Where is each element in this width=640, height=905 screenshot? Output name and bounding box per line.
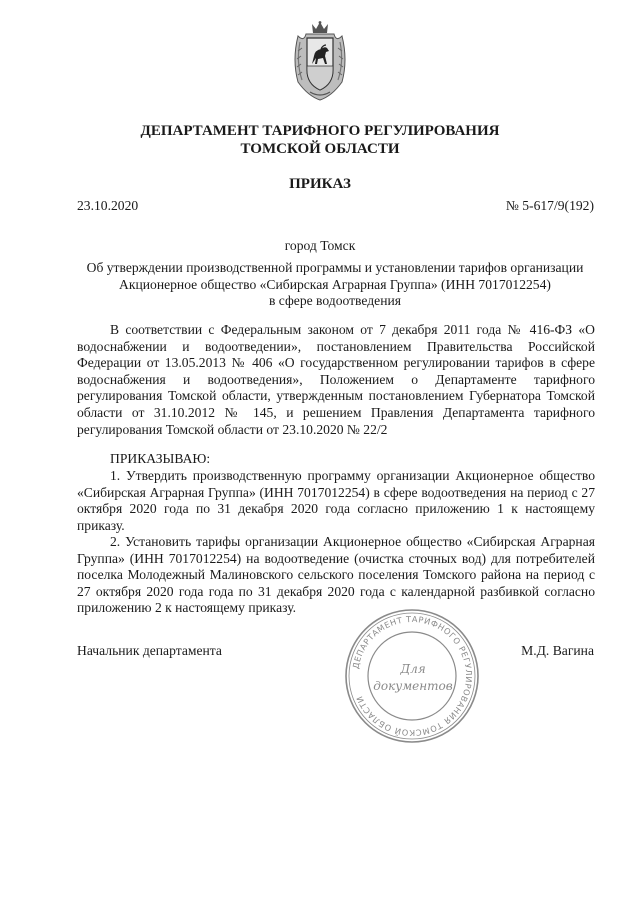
orders-heading: ПРИКАЗЫВАЮ: bbox=[110, 451, 211, 466]
subject-line: Об утверждении производственной программы и установлении тарифов организации bbox=[86, 260, 584, 275]
document-type: ПРИКАЗ bbox=[289, 176, 351, 192]
order-item-text: 1. Утвердить производственную программу организации Акционерное общество «Сибирская Аграрная Группа» (ИНН 7017012254) в сфере водоотведения на период с 27 октября 2020 года по 31 декабря 2020 года согласно приложению 1 к настоящему приказу. bbox=[77, 468, 595, 533]
organization-name-line2: ТОМСКОЙ ОБЛАСТИ bbox=[240, 141, 400, 157]
order-date: 23.10.2020 bbox=[77, 198, 139, 213]
order-item-2 bbox=[77, 534, 595, 617]
signatory-name: М.Д. Вагина bbox=[521, 643, 594, 658]
preamble-paragraph bbox=[77, 322, 595, 438]
organization-name-line1: ДЕПАРТАМЕНТ ТАРИФНОГО РЕГУЛИРОВАНИЯ bbox=[140, 123, 500, 139]
order-item-text: 2. Установить тарифы организации Акционерное общество «Сибирская Аграрная Группа» (ИНН 7017012254) на водоотведение (очистка сточных вод) для потребителей поселка Молодежный Малиновского сельского поселения Томского района на период с 27 октября 2020 года года по 31 декабря 2020 года с календарной разбивкой согласно приложению 2 к настоящему приказу. bbox=[77, 534, 595, 616]
preamble-text: В соответствии с Федеральным законом от 7 декабря 2011 года № 416-ФЗ «О водоснабжении и водоотведении», постановлением Правительства Российской Федерации от 13.05.2013 № 406 «О государственном регулировании тарифов в сфере водоснабжения и водоотведения», Положением о Департаменте тарифного регулирования Томской области, утвержденным постановлением Губернатора Томской области от 31.10.2012 № 145, и решением Правления Департамента тарифного регулирования Томской области от 23.10.2020 № 22/2 bbox=[77, 322, 595, 437]
subject-line: Акционерное общество «Сибирская Аграрная Группа» (ИНН 7017012254) bbox=[119, 276, 551, 292]
subject-line: в сфере водоотведения bbox=[268, 293, 402, 309]
order-item-1 bbox=[77, 468, 595, 534]
stamp-center-line2: документов bbox=[373, 679, 453, 693]
order-subject bbox=[70, 260, 600, 310]
signatory-position: Начальник департамента bbox=[77, 643, 222, 658]
official-seal-stamp bbox=[343, 607, 481, 745]
order-number: № 5-617/9(192) bbox=[505, 198, 594, 213]
tomsk-region-coat-of-arms-icon bbox=[290, 20, 350, 102]
city: город Томск bbox=[284, 238, 356, 253]
stamp-ring-text: ДЕПАРТАМЕНТ ТАРИФНОГО РЕГУЛИРОВАНИЯ ТОМСКОЙ ОБЛАСТИ bbox=[350, 613, 475, 739]
stamp-center-line1: Для bbox=[400, 662, 426, 676]
